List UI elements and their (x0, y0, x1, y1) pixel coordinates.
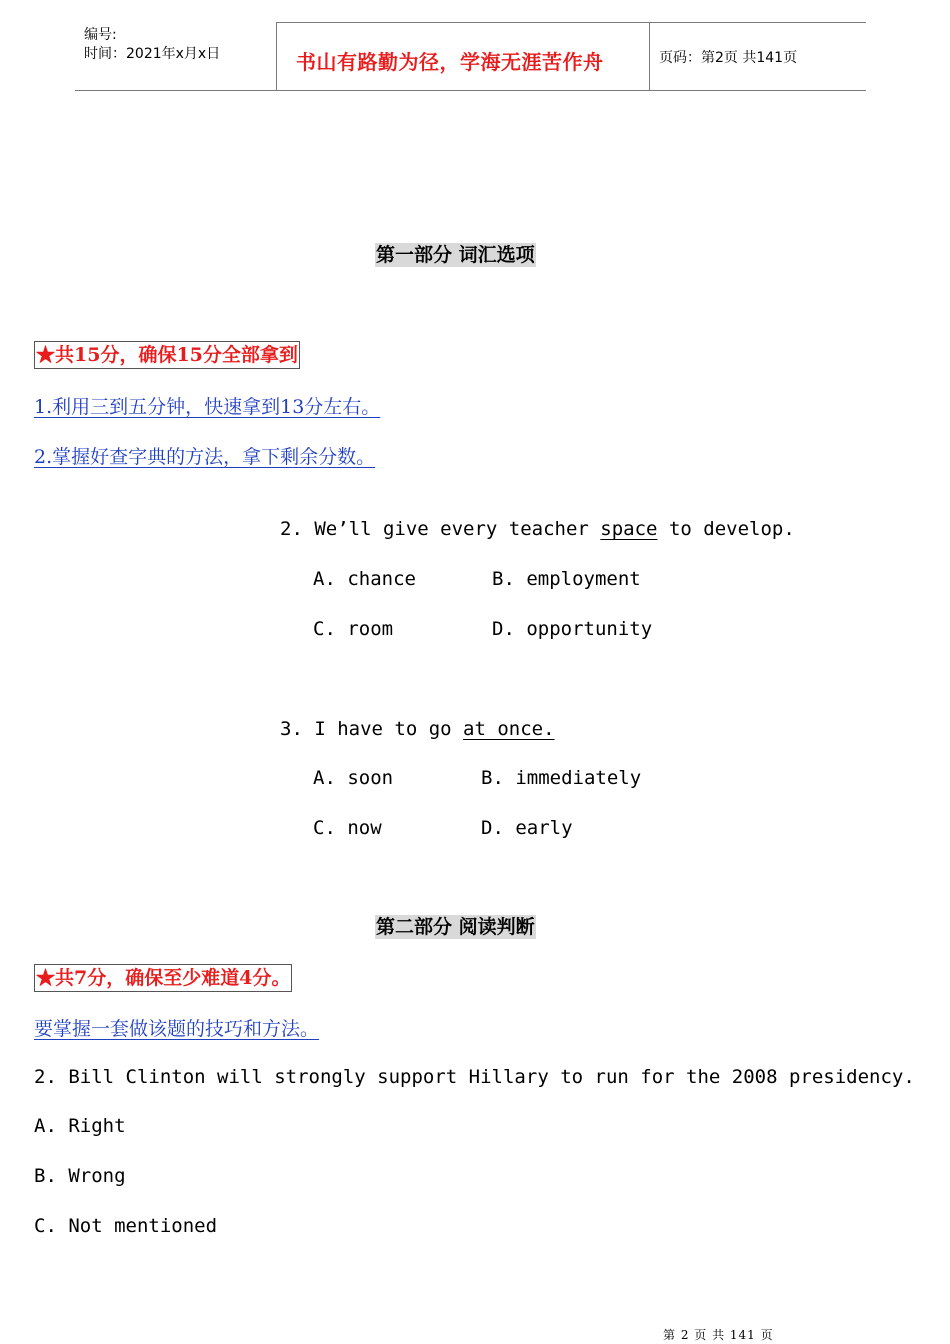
reading-option-c: C. Not mentioned (34, 1215, 218, 1237)
question-3-stem-before: 3. I have to go (280, 718, 464, 740)
part2-tip[interactable]: 要掌握一套做该题的技巧和方法。 (34, 1018, 320, 1040)
reading-option-a: A. Right (34, 1115, 126, 1137)
question-2-stem-before: 2. We’ll give every teacher (280, 518, 601, 540)
header-motto: 书山有路勤为径，学海无涯苦作舟 (296, 50, 604, 74)
part2-score-note: ★共7分，确保至少难道4分。 (34, 964, 292, 992)
reading-question-2: 2. Bill Clinton will strongly support Hillary to run for the 2008 presidency. (34, 1066, 915, 1088)
question-3-stem (280, 718, 555, 740)
header-divider-left (276, 22, 277, 91)
question-2-option-b: B. employment (492, 568, 641, 590)
question-2-stem-after: to develop. (657, 518, 795, 540)
part1-tip-1[interactable]: 1.利用三到五分钟，快速拿到13分左右。 (34, 396, 381, 418)
document-number-label: 编号: (84, 27, 117, 43)
question-3-option-c: C. now (313, 817, 382, 839)
question-2-option-a: A. chance (313, 568, 416, 590)
part2-title: 第二部分 阅读判断 (376, 916, 535, 938)
question-2-option-c: C. room (313, 618, 394, 640)
part1-tip-2[interactable]: 2.掌握好查字典的方法，拿下剩余分数。 (34, 446, 376, 468)
question-2-stem (280, 518, 795, 540)
question-3-option-d: D. early (481, 817, 573, 839)
question-3-option-b: B. immediately (481, 767, 642, 789)
document-date: 时间：2021年x月x日 (84, 46, 221, 62)
reading-option-b: B. Wrong (34, 1165, 126, 1187)
header-divider-right (649, 22, 650, 91)
question-2-option-d: D. opportunity (492, 618, 653, 640)
question-3-underlined-phrase: at once. (463, 718, 555, 740)
part1-title: 第一部分 词汇选项 (376, 244, 535, 266)
question-3-option-a: A. soon (313, 767, 394, 789)
page-footer: 第 2 页 共 141 页 (663, 1328, 774, 1342)
part1-score-note: ★共15分，确保15分全部拿到 (34, 341, 300, 369)
header-page-info: 页码：第2页 共141页 (659, 50, 798, 66)
question-2-underlined-word: space (600, 518, 658, 540)
header-top-border (276, 22, 866, 23)
header-bottom-border (75, 90, 866, 91)
